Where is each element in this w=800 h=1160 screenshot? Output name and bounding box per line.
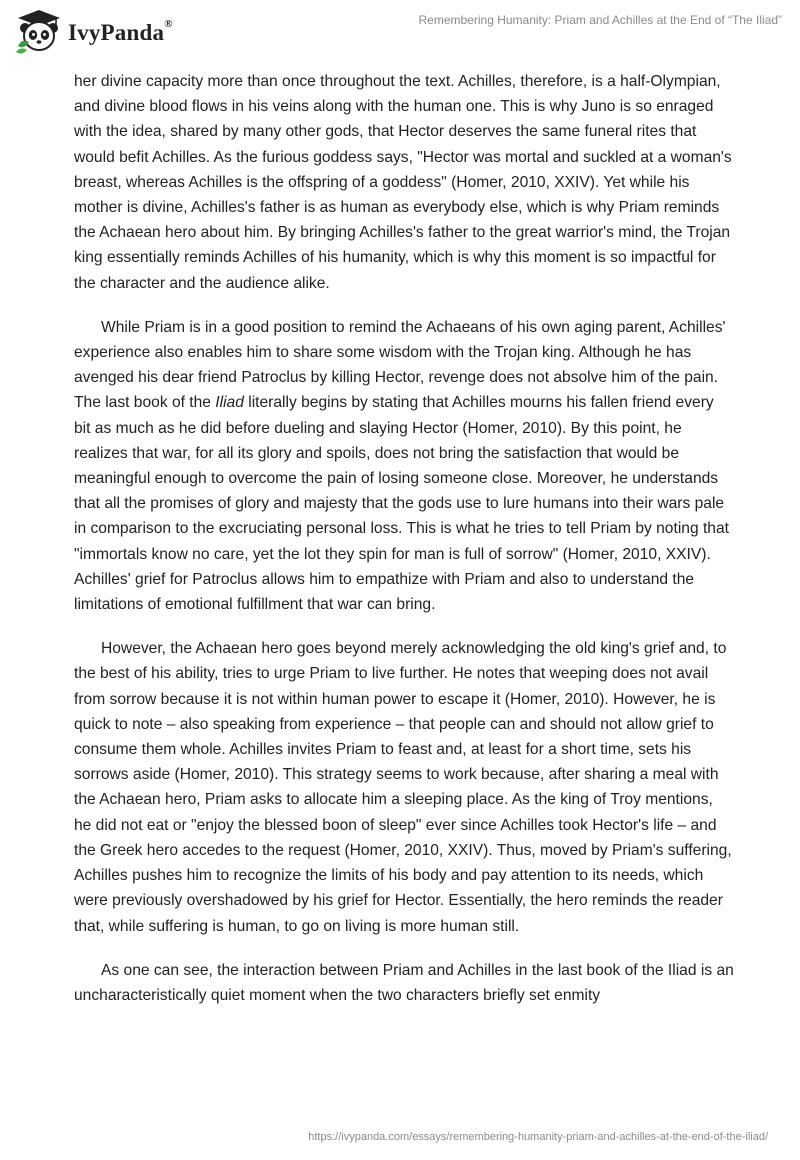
document-title: Remembering Humanity: Priam and Achilles at the End of “The Iliad” (418, 13, 782, 27)
essay-paragraph (74, 315, 734, 617)
paragraph-text: literally begins by stating that Achilles mourns his fallen friend every bit as much as he did before dueling and slaying Hector (Homer, 2010). By this point, he realizes that war, for all its glory and spoils, does not bring the satisfaction that would be meaningful enough to overcome the pain of losing someone close. Moreover, he understands that all the promises of glory and majesty that the gods use to lure humans into their wars pale in comparison to the excruciating personal loss. This is what he tries to tell Priam by noting that "immortals know no care, yet the lot they spin for man is full of sorrow" (Homer, 2010, XXIV). Achilles' grief for Patroclus allows him to empathize with Priam and also to understand the limitations of emotional fulfillment that war can bring. (74, 394, 729, 614)
paragraph-text: her divine capacity more than once throughout the text. Achilles, therefore, is a half-Olympian, and divine blood flows in his veins along with the human one. This is why Juno is so enraged with the idea, shared by many other gods, that Hector deserves the same funeral rites that would befit Achilles. As the furious goddess says, "Hector was mortal and suckled at a woman's breast, whereas Achilles is the offspring of a goddess" (Homer, 2010, XXIV). Yet while his mother is divine, Achilles's father is as human as everybody else, which is why Priam reminds the Achaean hero about him. By bringing Achilles's father to the great warrior's mind, the Trojan king essentially reminds Achilles of his humanity, which is why this moment is so impactful for the character and the audience alike. (74, 73, 732, 292)
essay-paragraph (74, 69, 734, 296)
paragraph-text: While Priam is in a good position to remind the Achaeans of his own aging parent, Achilles' experience also enables him to share some wisdom with the Trojan king. Although he has avenged his dear friend Patroclus by killing Hector, revenge does not absolve him of the pain. The last book of the (74, 318, 726, 412)
essay-paragraph (74, 958, 734, 1008)
page-header (0, 0, 800, 64)
paragraph-text: However, the Achaean hero goes beyond merely acknowledging the old king's grief and, to the best of his ability, tries to urge Priam to live further. He notes that weeping does not avail from sorrow because it is not within human power to escape it (Homer, 2010). However, he is quick to note – also speaking from experience – that people can and should not allow grief to consume them whole. Achilles invites Priam to feast and, at least for a short time, sets his sorrows aside (Homer, 2010). This strategy seems to work because, after sharing a meal with the Achaean hero, Priam asks to allocate him a sleeping place. As the king of Troy mentions, he did not eat or "enjoy the blessed boon of sleep" ever since Achilles took Hector's life – and the Greek hero accedes to the request (Homer, 2010, XXIV). Thus, moved by Priam's suffering, Achilles pushes him to recognize the limits of his body and pay attention to its needs, which were previously overshadowed by his grief for Hector. Essentially, the hero reminds the reader that, while suffering is human, to go on living is more human still. (74, 640, 732, 935)
essay-body (74, 69, 734, 1027)
panda-graduate-icon (14, 8, 64, 56)
paragraph-text: As one can see, the interaction between Priam and Achilles in the last book of the Iliad is an uncharacteristically quiet moment when the two characters briefly set enmity (74, 961, 734, 1004)
essay-paragraph (74, 636, 734, 938)
italic-title: Iliad (215, 394, 244, 412)
ivypanda-logo[interactable] (14, 8, 173, 56)
brand-name: IvyPanda® (68, 18, 173, 45)
source-url[interactable]: https://ivypanda.com/essays/remembering-humanity-priam-and-achilles-at-the-end-of-the-iliad/ (308, 1131, 768, 1143)
